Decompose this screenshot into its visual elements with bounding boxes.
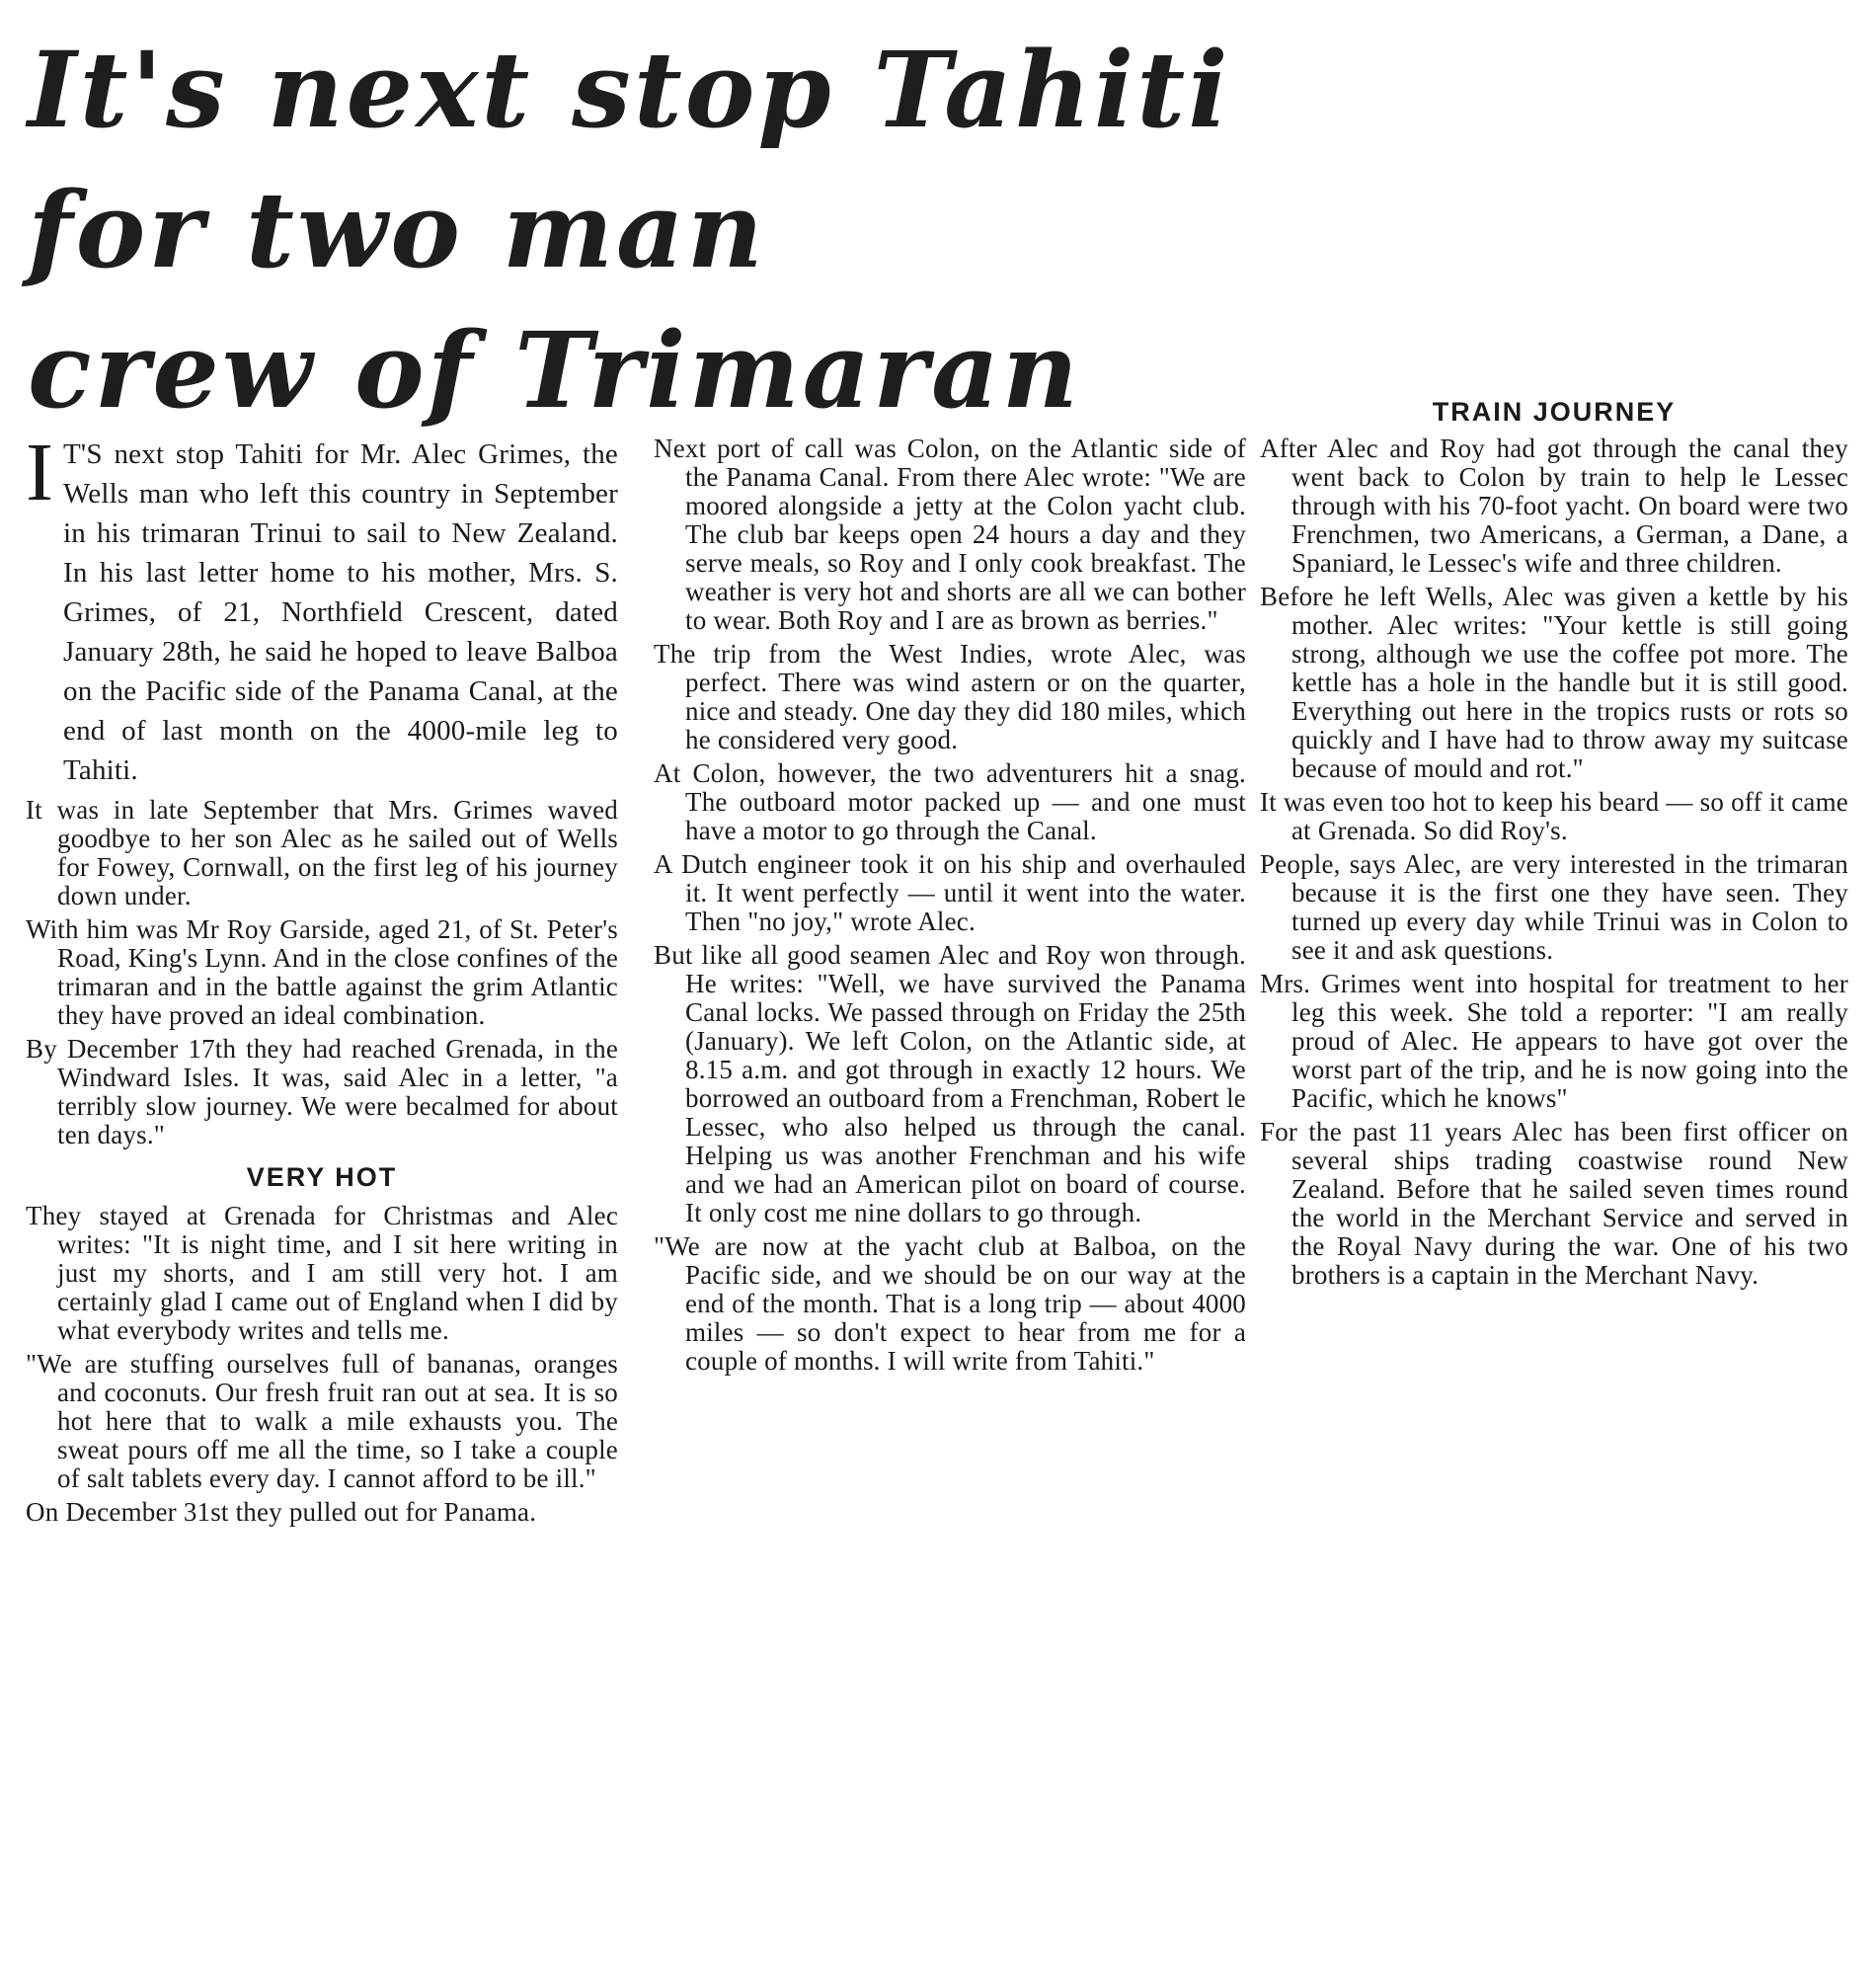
paragraph: For the past 11 years Alec has been first officer on several ships trading coastwise round New Zealand. Before that he sailed seven times round the world in the Merchant Service and served in the Royal Navy during the war. One of his two brothers is a captain in the Merchant Navy.: [1260, 1117, 1848, 1290]
article-column-1: [26, 427, 618, 1532]
paragraph: By December 17th they had reached Grenada, in the Windward Isles. It was, said Alec in a letter, "a terribly slow journey. We were becalmed for about ten days.": [26, 1034, 618, 1149]
paragraph: With him was Mr Roy Garside, aged 21, of St. Peter's Road, King's Lynn. And in the close confines of the trimaran and in the battle against the grim Atlantic they have proved an ideal combination.: [26, 914, 618, 1030]
lead-text: T'S next stop Tahiti for Mr. Alec Grimes, the Wells man who left this country in September in his trimaran Trinui to sail to New Zealand. In his last letter home to his mother, Mrs. S. Grimes, of 21, Northfield Crescent, dated January 28th, he said he hoped to leave Balboa on the Pacific side of the Panama Canal, at the end of last month on the 4000-mile leg to Tahiti.: [63, 438, 618, 786]
paragraph: Next port of call was Colon, on the Atlantic side of the Panama Canal. From there Alec wrote: "We are moored alongside a jetty at the Colon yacht club. The club bar keeps open 24 hours a day and they serve meals, so Roy and I only cook breakfast. The weather is very hot and shorts are all we can bother to wear. Both Roy and I are as brown as berries.": [654, 434, 1246, 635]
paragraph: "We are stuffing ourselves full of bananas, oranges and coconuts. Our fresh fruit ran out at sea. It is so hot here that to walk a mile exhausts you. The sweat pours off me all the time, so I take a couple of salt tablets every day. I cannot afford to be ill.": [26, 1349, 618, 1493]
paragraph: A Dutch engineer took it on his ship and overhauled it. It went perfectly — until it went into the water. Then "no joy," wrote Alec.: [654, 849, 1246, 936]
headline-line-2: for two man: [28, 168, 766, 291]
article-column-2: [654, 434, 1246, 1381]
paragraph: It was in late September that Mrs. Grimes waved goodbye to her son Alec as he sailed out of Wells for Fowey, Cornwall, on the first leg of his journey down under.: [26, 795, 618, 910]
article-column-3: [1260, 434, 1848, 1295]
paragraph: Before he left Wells, Alec was given a kettle by his mother. Alec writes: "Your kettle is still going strong, although we use the coffee pot more. The kettle has a hole in the handle but it is still good. Everything out here in the tropics rusts or rots so quickly and I have had to throw away my suitcase because of mould and rot.": [1260, 582, 1848, 783]
paragraph: On December 31st they pulled out for Panama.: [26, 1497, 537, 1527]
drop-cap: I: [26, 427, 54, 518]
paragraph: But like all good seamen Alec and Roy won through. He writes: "Well, we have survived the Panama Canal locks. We passed through on Friday the 25th (January). We left Colon, on the Atlantic side, at 8.15 a.m. and got through in exactly 12 hours. We borrowed an outboard from a Frenchman, Robert le Lessec, who also helped us through the canal. Helping us was another Frenchman and his wife and we had an American pilot on board of course. It only cost me nine dollars to go through.: [654, 940, 1246, 1227]
paragraph: People, says Alec, are very interested in the trimaran because it is the first one they have seen. They turned up every day while Trinui was in Colon to see it and ask questions.: [1260, 849, 1848, 965]
paragraph: The trip from the West Indies, wrote Alec, was perfect. There was wind astern or on the quarter, nice and steady. One day they did 180 miles, which he considered very good.: [654, 639, 1246, 754]
paragraph: At Colon, however, the two adventurers hit a snag. The outboard motor packed up — and one must have a motor to go through the Canal.: [654, 758, 1246, 845]
headline: [28, 20, 1231, 440]
subheading-train-journey: TRAIN JOURNEY: [1432, 397, 1677, 427]
paragraph: After Alec and Roy had got through the canal they went back to Colon by train to help le Lessec through with his 70-foot yacht. On board were two Frenchmen, two Americans, a German, a Dane, a Spaniard, le Lessec's wife and three children.: [1260, 434, 1848, 578]
headline-line-1: It's next stop Tahiti: [28, 28, 1231, 151]
paragraph: Mrs. Grimes went into hospital for treatment to her leg this week. She told a reporter: "I am really proud of Alec. He appears to have got over the worst part of the trip, and he is now going into the Pacific, which he knows": [1260, 969, 1848, 1113]
paragraph: They stayed at Grenada for Christmas and Alec writes: "It is night time, and I sit here writing in just my shorts, and I am still very hot. I am certainly glad I came out of England when I did by what everybody writes and tells me.: [26, 1201, 618, 1345]
lead-paragraph: [26, 427, 618, 790]
paragraph: It was even too hot to keep his beard — so off it came at Grenada. So did Roy's.: [1260, 787, 1848, 845]
headline-line-3: crew of Trimaran: [28, 308, 1081, 432]
subheading-very-hot: VERY HOT: [246, 1162, 398, 1192]
paragraph: "We are now at the yacht club at Balboa, on the Pacific side, and we should be on our way at the end of the month. That is a long trip — about 4000 miles — so don't expect to hear from me for a couple of months. I will write from Tahiti.": [654, 1231, 1246, 1376]
